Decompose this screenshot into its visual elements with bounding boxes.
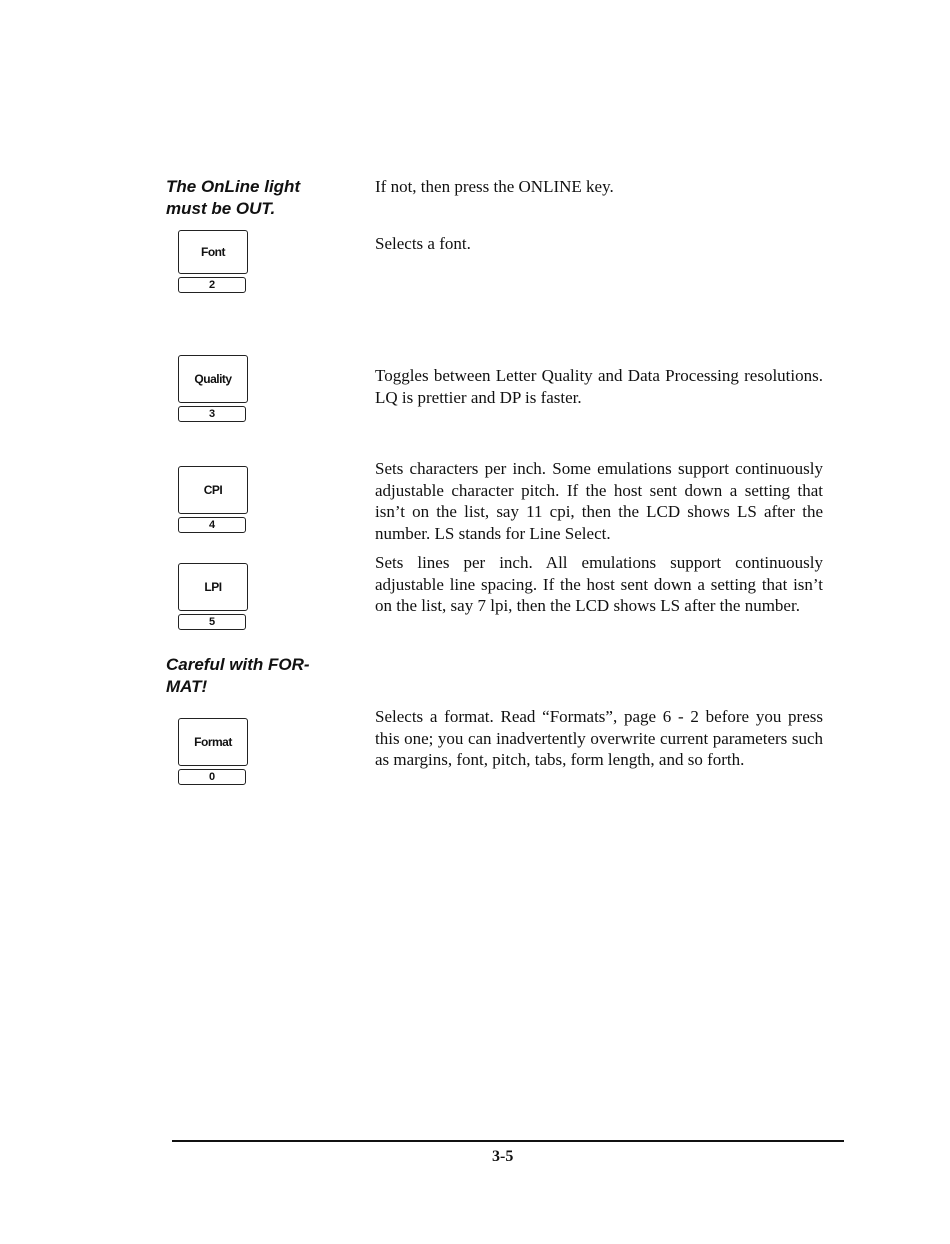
margin-note-online [166, 176, 300, 220]
paragraph-font: Selects a font. [375, 234, 471, 253]
paragraph-quality: Toggles between Letter Quality and Data Processing resolutions. LQ is prettier and DP is faster. [375, 366, 823, 407]
paragraph-format: Selects a format. Read “Formats”, page 6 - 2 before you press this one; you can inadvertently overwrite current parameters such as margins, font, pitch, tabs, form length, and so forth. [375, 707, 823, 769]
numeric-keycap: 2 [178, 277, 246, 293]
note-line: Careful with FOR- [166, 655, 310, 674]
lpi-key-illustration [178, 563, 248, 630]
margin-note-format [166, 654, 310, 698]
quality-keycap: Quality [178, 355, 248, 403]
font-key-illustration [178, 230, 248, 293]
numeric-keycap: 3 [178, 406, 246, 422]
numeric-keycap: 4 [178, 517, 246, 533]
paragraph-lpi: Sets lines per inch. All emulations support continuously adjustable line spacing. If the host sent down a setting that isn’t on the list, say 7 lpi, then the LCD shows LS after the number. [375, 553, 823, 615]
quality-key-illustration [178, 355, 248, 422]
format-keycap: Format [178, 718, 248, 766]
lpi-keycap: LPI [178, 563, 248, 611]
paragraph-online: If not, then press the ONLINE key. [375, 177, 614, 196]
note-line: MAT! [166, 677, 208, 696]
numeric-keycap: 0 [178, 769, 246, 785]
format-key-illustration [178, 718, 248, 785]
numeric-keycap: 5 [178, 614, 246, 630]
page-number: 3-5 [492, 1148, 514, 1165]
cpi-keycap: CPI [178, 466, 248, 514]
cpi-key-illustration [178, 466, 248, 533]
footer-rule [172, 1140, 844, 1142]
paragraph-cpi: Sets characters per inch. Some emulations support continuously adjustable character pitch. If the host sent down a setting that isn’t on the list, say 11 cpi, then the LCD shows LS after the number. LS stands for Line Select. [375, 459, 823, 543]
note-line: The OnLine light [166, 177, 301, 196]
font-keycap: Font [178, 230, 248, 274]
note-line: must be OUT. [166, 199, 276, 218]
